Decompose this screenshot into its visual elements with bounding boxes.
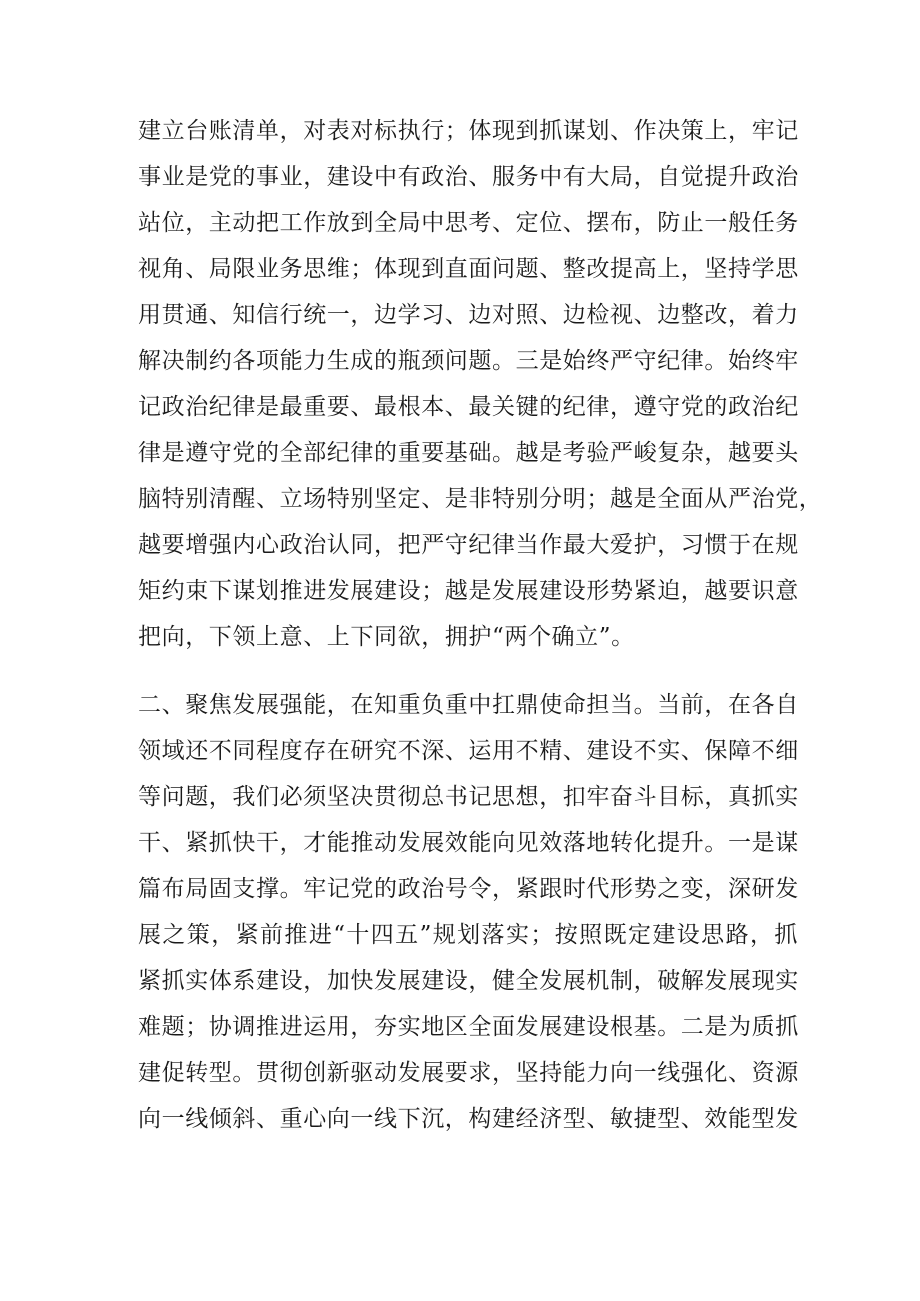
- paragraph-line: 事业是党的事业，建设中有政治、服务中有大局，自觉提升政治: [138, 164, 799, 190]
- paragraph-line: 向一线倾斜、重心向一线下沉，构建经济型、敏捷型、效能型发: [138, 1106, 799, 1132]
- paragraph-line: 建促转型。贯彻创新驱动发展要求，坚持能力向一线强化、资源: [138, 1060, 799, 1086]
- paragraph-line: 紧抓实体系建设，加快发展建设，健全发展机制，破解发展现实: [138, 968, 799, 994]
- paragraph-line: 二、聚焦发展强能，在知重负重中扛鼎使命担当。当前，在各自: [138, 692, 799, 718]
- paragraph-2: [138, 682, 798, 1142]
- paragraph-line: 矩约束下谋划推进发展建设；越是发展建设形势紧迫，越要识意: [138, 578, 799, 604]
- paragraph-line: 展之策，紧前推进“十四五”规划落实；按照既定建设思路，抓: [138, 922, 798, 948]
- paragraph-line: 越要增强内心政治认同，把严守纪律当作最大爱护，习惯于在规: [138, 532, 799, 558]
- paragraph-line: 领域还不同程度存在研究不深、运用不精、建设不实、保障不细: [138, 738, 799, 764]
- paragraph-1: [138, 108, 823, 660]
- paragraph-line: 干、紧抓快干，才能推动发展效能向见效落地转化提升。一是谋: [138, 830, 799, 856]
- paragraph-line: 解决制约各项能力生成的瓶颈问题。三是始终严守纪律。始终牢: [138, 348, 799, 374]
- paragraph-line: 建立台账清单，对表对标执行；体现到抓谋划、作决策上，牢记: [138, 118, 799, 144]
- paragraph-line: 站位，主动把工作放到全局中思考、定位、摆布，防止一般任务: [138, 210, 799, 236]
- paragraph-line: 等问题，我们必须坚决贯彻总书记思想，扣牢奋斗目标，真抓实: [138, 784, 799, 810]
- paragraph-line: 律是遵守党的全部纪律的重要基础。越是考验严峻复杂，越要头: [138, 440, 799, 466]
- paragraph-line: 篇布局固支撑。牢记党的政治号令，紧跟时代形势之变，深研发: [138, 876, 799, 902]
- paragraph-line: 视角、局限业务思维；体现到直面问题、整改提高上，坚持学思: [138, 256, 799, 282]
- paragraph-line: 用贯通、知信行统一，边学习、边对照、边检视、边整改，着力: [138, 302, 799, 328]
- paragraph-line: 脑特别清醒、立场特别坚定、是非特别分明；越是全面从严治党，: [138, 486, 823, 512]
- paragraph-line: 记政治纪律是最重要、最根本、最关键的纪律，遵守党的政治纪: [138, 394, 799, 420]
- paragraph-line: 把向，下领上意、上下同欲，拥护“两个确立”。: [138, 624, 635, 650]
- paragraph-line: 难题；协调推进运用，夯实地区全面发展建设根基。二是为质抓: [138, 1014, 799, 1040]
